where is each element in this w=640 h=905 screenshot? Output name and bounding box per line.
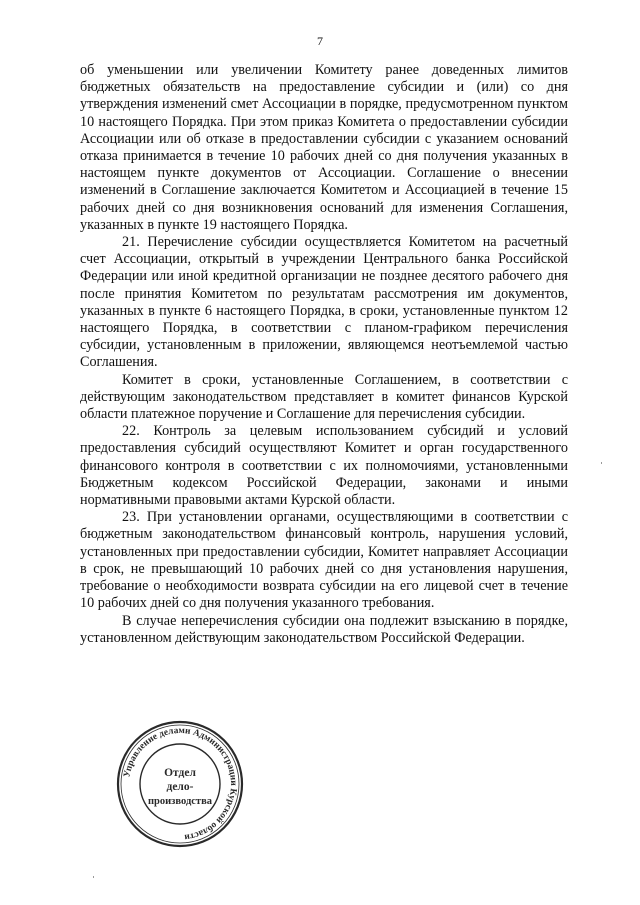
paragraph-continuation: об уменьшении или увеличении Комитету ранее доведенных лимитов бюджетных обязательств на предоставление субсидии и (или) со дня утверждения изменений смет Ассоциации в порядке, предусмотренном пунктом 10 настоящего Порядка. При этом приказ Комитета о предоставлении субсидии Ассоциации или об отказе в предоставлении субсидии с указанием оснований отказа принимается в течение 10 рабочих дней со дня получения указанных в настоящем пункте документов от Ассоциации. Соглашение о внесении изменений в Соглашение заключается Комитетом и Ассоциацией в течение 15 рабочих дней со дня возникновения оснований для изменения Соглашения, указанных в пункте 19 настоящего Порядка.	[80, 62, 568, 233]
stamp-center-line-3: производства	[147, 796, 213, 807]
paragraph-21: 21. Перечисление субсидии осуществляется Комитетом на расчетный счет Ассоциации, открытый в учреждении Центрального банка Российской Федерации или иной кредитной организации не позднее десятого рабочего дня после принятия Комитетом по результатам рассмотрения им документов, указанных в пункте 6 настоящего Порядка, в сроки, установленные пунктом 12 настоящего Порядка, в соответствии с планом-графиком перечисления субсидии, установленным в приложении, являющемся неотъемлемой частью Соглашения.	[80, 234, 568, 371]
scan-speck	[93, 876, 94, 878]
paragraph-21-transfer: Комитет в сроки, установленные Соглашением, в соответствии с действующим законодательством представляет в комитет финансов Курской области платежное поручение и Соглашение для перечисления субсидии.	[80, 371, 568, 423]
stamp-center-line-2: дело-	[166, 781, 194, 793]
stamp-ring-textpath: Управление делами Администрации Курской области	[122, 725, 239, 842]
stamp-seal-graphic	[116, 720, 244, 848]
page-number: 7	[317, 34, 323, 48]
stamp-center-line-1: Отдел	[164, 767, 196, 779]
paragraph-23: 23. При установлении органами, осуществляющими в соответствии с бюджетным законодательством финансовый контроль, нарушения условий, установленных при предоставлении субсидии, Комитет направляет Ассоциации в срок, не превышающий 10 рабочих дней со дня установления нарушения, требование о необходимости возврата субсидии на его лицевой счет в течение 10 рабочих дней со дня получения указанного требования.	[80, 509, 568, 612]
paragraph-22: 22. Контроль за целевым использованием субсидий и условий предоставления субсидий осуществляют Комитет и орган государственного финансового контроля в соответствии с их полномочиями, установленными Бюджетным кодексом Российской Федерации, законами и иными нормативными правовыми актами Курской области.	[80, 423, 568, 509]
official-stamp	[116, 720, 244, 848]
document-body	[80, 62, 568, 647]
scan-speck	[601, 462, 602, 464]
paragraph-23-recovery: В случае неперечисления субсидии она подлежит взысканию в порядке, установленном действующим законодательством Российской Федерации.	[80, 612, 568, 646]
